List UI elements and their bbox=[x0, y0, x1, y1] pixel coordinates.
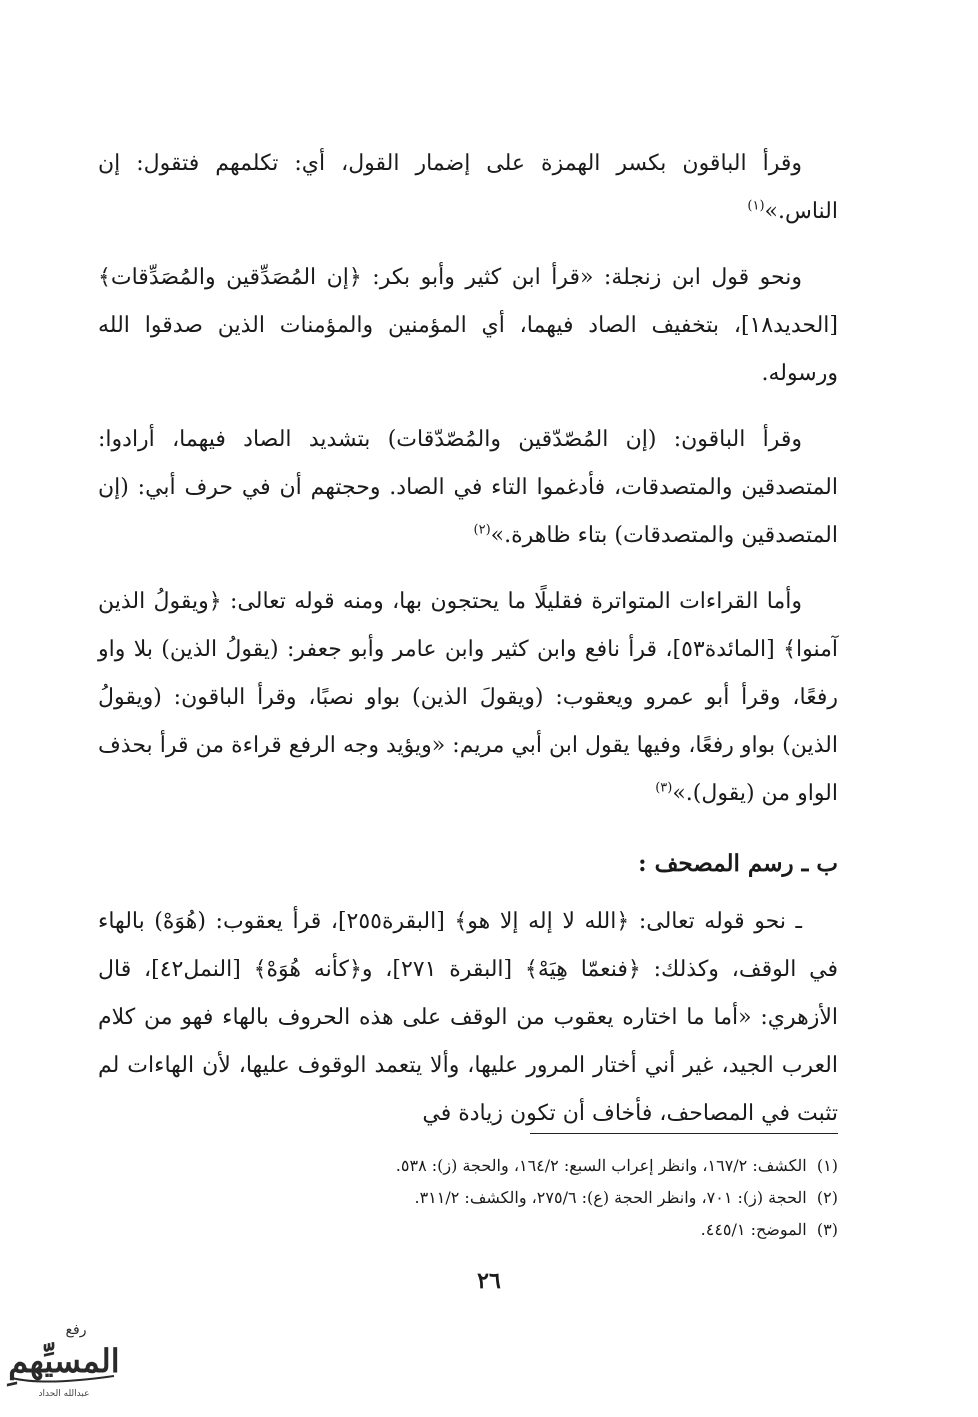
footnote-1: (١) الكشف: ١٦٧/٢، وانظر إعراب السبع: ١٦٤/٢، والحجة (ز): ٥٣٨. bbox=[395, 1156, 838, 1175]
svg-text:رفع: رفع bbox=[65, 1322, 87, 1338]
svg-text:المسيِّهمِ: المسيِّهمِ bbox=[8, 1342, 120, 1380]
footnotes bbox=[98, 1150, 838, 1246]
paragraph-5: ـ نحو قوله تعالى: ﴿الله لا إله إلا هو﴾ [البقرة٢٥٥]، قرأ يعقوب: (هُوَهْ) بالهاء في الوقف، وكذلك: ﴿فنعمّا هِيَهْ﴾ [البقرة ٢٧١]، و﴿كأنه هُوَهْ﴾ [النمل٤٢]، قال الأزهري: «أما ما اختاره يعقوب من الوقف على هذه الحروف بالهاء فهو من كلام العرب الجيد، غير أني أختار المرور عليها، وألا يتعمد الوقوف عليها، لأن الهاءات لم تثبت في المصاحف، فأخاف أن تكون زيادة في bbox=[98, 909, 839, 1126]
paragraph-2: ونحو قول ابن زنجلة: «قرأ ابن كثير وأبو بكر: ﴿إن المُصَدِّقين والمُصَدِّقات﴾ [الحديد١٨]، بتخفيف الصاد فيهما، أي المؤمنين والمؤمنات الذين صدقوا الله ورسوله. bbox=[98, 265, 838, 386]
svg-text:عبدالله الحداد: عبدالله الحداد bbox=[38, 1389, 90, 1399]
publisher-logo bbox=[4, 1312, 122, 1404]
paragraph-4: وأما القراءات المتواترة فقليلًا ما يحتجون بها، ومنه قوله تعالى: ﴿ويقولُ الذين آمنوا﴾ [المائدة٥٣]، قرأ نافع وابن كثير وابن عامر وأبو جعفر: (يقولُ الذين) بلا واو رفعًا، وقرأ أبو عمرو ويعقوب: (ويقولَ الذين) بواو نصبًا، وقرأ الباقون: (ويقولُ الذين) بواو رفعًا، وفيها يقول ابن أبي مريم: «ويؤيد وجه الرفع قراءة من قرأ بحذف الواو من (يقول).»$^{(٣)}$ bbox=[98, 589, 838, 806]
footnote-ref-2[interactable]: (٢) bbox=[473, 522, 491, 538]
footnote-separator bbox=[530, 1133, 838, 1134]
footnote-ref-3[interactable]: (٣) bbox=[655, 780, 673, 796]
page-number: ٢٦ bbox=[477, 1268, 501, 1294]
paragraph-1: وقرأ الباقون بكسر الهمزة على إضمار القول، أي: تكلمهم فتقول: إن الناس.»$^{(١)}$ bbox=[98, 151, 838, 224]
footnote-ref-1[interactable]: (١) bbox=[747, 198, 765, 214]
paragraph-3: وقرأ الباقون: (إن المُصّدّقين والمُصّدّقات) بتشديد الصاد فيهما، أرادوا: المتصدقين والمتصدقات، فأدغموا التاء في الصاد. وحجتهم أن في حرف أبي: (إن المتصدقين والمتصدقات) بتاء ظاهرة.»$^{(٢)}$ bbox=[98, 427, 838, 548]
footnote-3: (٣) الموضح: ٤٤٥/١. bbox=[700, 1220, 838, 1239]
body-text bbox=[98, 140, 838, 1156]
footnote-2: (٢) الحجة (ز): ٧٠١، وانظر الحجة (ع): ٢٧٥/٦، والكشف: ٣١١/٢. bbox=[414, 1188, 838, 1207]
section-heading: ب ـ رسم المصحف : bbox=[638, 850, 838, 877]
